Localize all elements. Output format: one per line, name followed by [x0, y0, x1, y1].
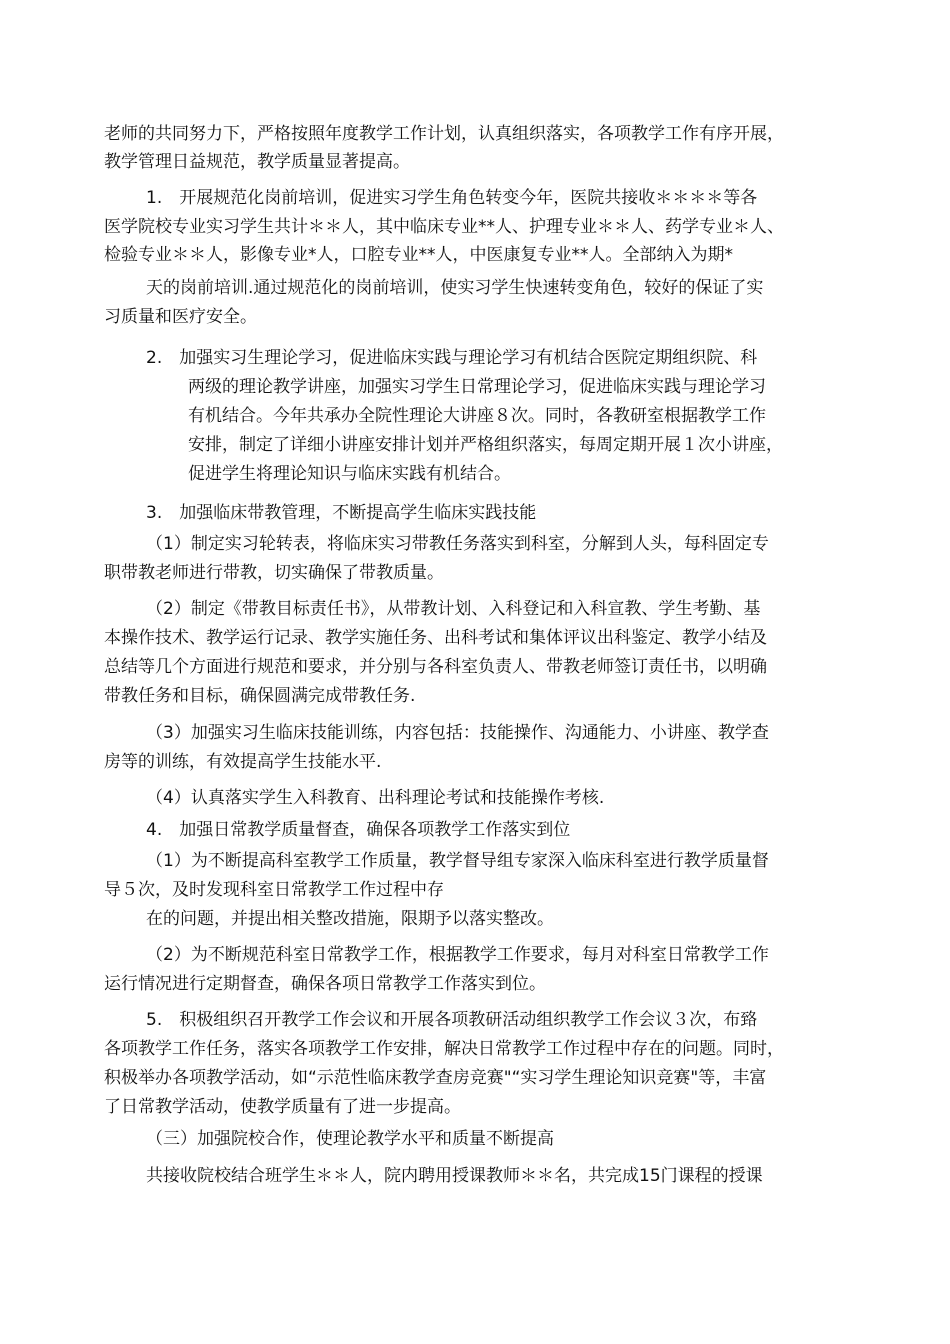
text-line: （1）为不断提高科室教学工作质量，教学督导组专家深入临床科室进行教学质量督: [146, 851, 769, 871]
text-line: （2）制定《带教目标责任书》，从带教计划、入科登记和入科宣教、学生考勤、基: [146, 599, 761, 619]
text-line: 习质量和医疗安全。: [104, 307, 257, 327]
text-line: 在的问题，并提出相关整改措施，限期予以落实整改。: [146, 909, 554, 929]
text-line: 导５次，及时发现科室日常教学工作过程中存: [104, 880, 444, 900]
text-line: 本操作技术、教学运行记录、教学实施任务、出科考试和集体评议出科鉴定、教学小结及: [104, 628, 767, 648]
text-line: （2）为不断规范科室日常教学工作，根据教学工作要求，每月对科室日常教学工作: [146, 945, 769, 965]
text-line: 4. 加强日常教学质量督查，确保各项教学工作落实到位: [146, 820, 571, 840]
text-line: 运行情况进行定期督查，确保各项日常教学工作落实到位。: [104, 974, 546, 994]
text-line: 5. 积极组织召开教学工作会议和开展各项教研活动组织教学工作会议３次，布臵: [146, 1010, 758, 1030]
text-line: （1）制定实习轮转表，将临床实习带教任务落实到科室，分解到人头，每科固定专: [146, 534, 769, 554]
text-line: 各项教学工作任务，落实各项教学工作安排，解决日常教学工作过程中存在的问题。同时，: [104, 1039, 784, 1059]
text-line: 带教任务和目标，确保圆满完成带教任务.: [104, 686, 416, 706]
text-line: 两级的理论教学讲座，加强实习学生日常理论学习，促进临床实践与理论学习: [188, 377, 766, 397]
text-line: （三）加强院校合作，使理论教学水平和质量不断提高: [146, 1129, 554, 1149]
text-line: 有机结合。今年共承办全院性理论大讲座８次。同时，各教研室根据教学工作: [188, 406, 766, 426]
text-line: 积极举办各项教学活动，如“示范性临床教学查房竞赛"“实习学生理论知识竞赛"等，丰富: [104, 1068, 767, 1088]
text-line: 促进学生将理论知识与临床实践有机结合。: [188, 464, 511, 484]
text-line: 医学院校专业实习学生共计＊＊人，其中临床专业**人、护理专业＊＊人、药学专业＊人、: [104, 217, 784, 237]
text-line: 职带教老师进行带教，切实确保了带教质量。: [104, 563, 444, 583]
text-line: 2. 加强实习生理论学习，促进临床实践与理论学习有机结合医院定期组织院、科: [146, 348, 758, 368]
text-line: 3. 加强临床带教管理，不断提高学生临床实践技能: [146, 503, 537, 523]
text-line: （3）加强实习生临床技能训练，内容包括：技能操作、沟通能力、小讲座、教学查: [146, 723, 769, 743]
text-line: 安排，制定了详细小讲座安排计划并严格组织落实，每周定期开展１次小讲座，: [188, 435, 783, 455]
text-line: 1. 开展规范化岗前培训，促进实习学生角色转变今年，医院共接收＊＊＊＊等各: [146, 188, 758, 208]
text-line: 教学管理日益规范，教学质量显著提高。: [104, 152, 410, 172]
text-line: 天的岗前培训.通过规范化的岗前培训，使实习学生快速转变角色，较好的保证了实: [146, 278, 764, 298]
text-line: 检验专业＊＊人，影像专业*人，口腔专业**人，中医康复专业**人。全部纳入为期*: [104, 245, 733, 265]
text-line: （4）认真落实学生入科教育、出科理论考试和技能操作考核.: [146, 788, 605, 808]
text-line: 了日常教学活动，使教学质量有了进一步提高。: [104, 1097, 461, 1117]
text-line: 房等的训练，有效提高学生技能水平.: [104, 752, 382, 772]
text-line: 总结等几个方面进行规范和要求，并分别与各科室负责人、带教老师签订责任书，以明确: [104, 657, 767, 677]
text-line: 老师的共同努力下，严格按照年度教学工作计划，认真组织落实，各项教学工作有序开展，: [104, 124, 784, 144]
text-line: 共接收院校结合班学生＊＊人，院内聘用授课教师＊＊名，共完成15门课程的授课: [146, 1166, 763, 1186]
